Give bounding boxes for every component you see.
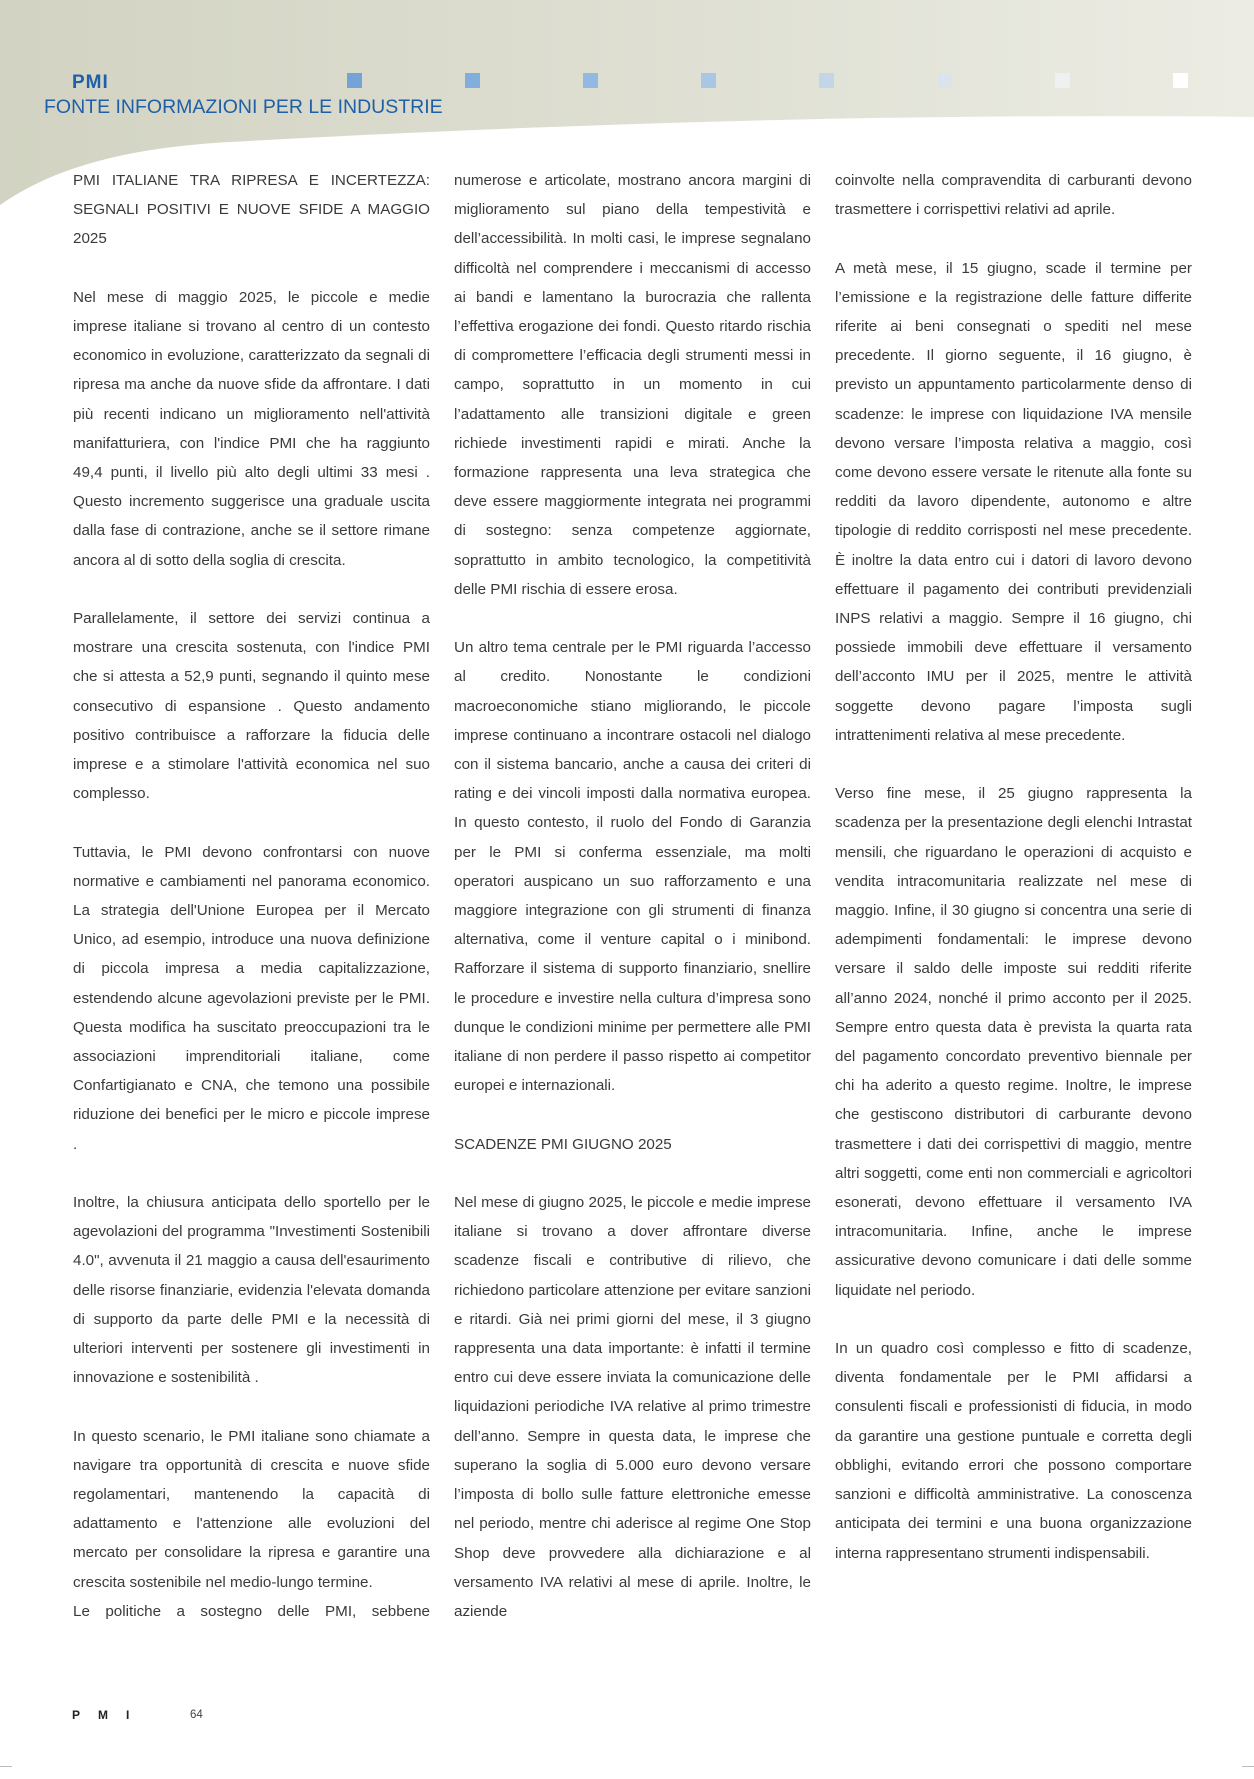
paragraph: Un altro tema centrale per le PMI riguarda l’accesso al credito. Nonostante le condizioni macroeconomiche stiano migliorando, le piccole imprese continuano a incontrare ostacoli nel dialogo con il sistema bancario, anche a causa dei criteri di rating e dei vincoli imposti dalla normativa europea. In questo contesto, il ruolo del Fondo di Garanzia per le PMI si conferma essenziale, ma molti operatori auspicano un suo rafforzamento e una maggiore integrazione con gli strumenti di finanza alternativa, come il venture capital o i minibond. Rafforzare il sistema di supporto finanziario, snellire le procedure e investire nella cultura d’impresa sono dunque le condizioni minime per permettere alle PMI italiane di non perdere il passo rispetto ai competitor europei e internazionali. (454, 639, 811, 1095)
article-column-2 (454, 166, 811, 1626)
crop-mark (0, 1766, 12, 1779)
decor-square (1055, 73, 1070, 88)
paragraph: numerose e articolate, mostrano ancora margini di miglioramento sul piano della tempestività e dell’accessibilità. In molti casi, le imprese segnalano difficoltà nel comprendere i meccanismi di accesso ai bandi e lamentano la burocrazia che rallenta l’effettiva erogazione dei fondi. Questo ritardo rischia di compromettere l’efficacia degli strumenti messi in campo, soprattutto in un momento in cui l’adattamento alle transizioni digitale e green richiede investimenti rapidi e mirati. Anche la formazione rappresenta una leva strategica che deve essere maggiormente integrata nei programmi di sostegno: senza competenze aggiornate, soprattutto in ambito tecnologico, la competitività delle PMI rischia di essere erosa. (454, 172, 811, 598)
decor-square (819, 73, 834, 88)
article-column-1 (73, 166, 430, 1626)
paragraph: In questo scenario, le PMI italiane sono chiamate a navigare tra opportunità di crescita e nuove sfide regolamentari, mantenendo la capacità di adattamento e l'attenzione alle evoluzioni del mercato per consolidare la ripresa e garantire una crescita sostenibile nel medio-lungo termine. (73, 1427, 430, 1591)
article-column-3 (835, 166, 1192, 1568)
page-number: 64 (190, 1709, 203, 1721)
decor-square (583, 73, 598, 88)
paragraph: Tuttavia, le PMI devono confrontarsi con nuove normative e cambiamenti nel panorama economico. La strategia dell'Unione Europea per il Mercato Unico, ad esempio, introduce una nuova definizione di piccola impresa a media capitalizzazione, estendendo alcune agevolazioni previste per le PMI. Questa modifica ha suscitato preoccupazioni tra le associazioni imprenditoriali italiane, come Confartigianato e CNA, che temono una possibile riduzione dei benefici per le micro e piccole imprese . (73, 843, 430, 1153)
paragraph: A metà mese, il 15 giugno, scade il termine per l’emissione e la registrazione delle fatture differite riferite ai beni consegnati o spediti nel mese precedente. Il giorno seguente, il 16 giugno, è previsto un appuntamento particolarmente denso di scadenze: le imprese con liquidazione IVA mensile devono versare l’imposta relativa a maggio, così come devono essere versate le ritenute alla fonte su redditi da lavoro dipendente, autonomo e altre tipologie di reddito corrisposti nel mese precedente. È inoltre la data entro cui i datori di lavoro devono effettuare il pagamento dei contributi previdenziali INPS relativi a maggio. Sempre il 16 giugno, chi possiede immobili deve effettuare il versamento dell’acconto IMU per il 2025, mentre le attività soggette devono pagare l’imposta sugli intrattenimenti relativa al mese precedente. (835, 259, 1192, 744)
paragraph: coinvolte nella compravendita di carburanti devono trasmettere i corrispettivi relativi ad aprile. (835, 172, 1192, 219)
brand-logo: PMI (72, 72, 109, 93)
header-subtitle: FONTE INFORMAZIONI PER LE INDUSTRIE (44, 96, 443, 118)
decor-square (701, 73, 716, 88)
decor-square (347, 73, 362, 88)
paragraph: Inoltre, la chiusura anticipata dello sportello per le agevolazioni del programma "Investimenti Sostenibili 4.0", avvenuta il 21 maggio a causa dell'esaurimento delle risorse finanziarie, evidenzia l'elevata domanda di supporto da parte delle PMI e la necessità di ulteriori interventi per sostenere gli investimenti in innovazione e sostenibilità . (73, 1194, 430, 1387)
paragraph: Verso fine mese, il 25 giugno rappresenta la scadenza per la presentazione degli elenchi Intrastat mensili, che riguardano le operazioni di acquisto e vendita intracomunitaria realizzate nel mese di maggio. Infine, il 30 giugno si concentra una serie di adempimenti fondamentali: le imprese devono versare il saldo delle imposte sui redditi riferite all’anno 2024, nonché il primo acconto per il 2025. Sempre entro questa data è prevista la quarta rata del pagamento concordato preventivo biennale per chi ha aderito a questo regime. Inoltre, le imprese che gestiscono distributori di carburante devono trasmettere i dati dei corrispettivi di maggio, mentre altri soggetti, come enti non commerciali e agricoltori esonerati, devono effettuare il versamento IVA intracomunitaria. Infine, anche le imprese assicurative devono comunicare i dati delle somme liquidate nel periodo. (835, 785, 1192, 1299)
paragraph: In un quadro così complesso e fitto di scadenze, diventa fondamentale per le PMI affidarsi a consulenti fiscali e professionisti di fiducia, in modo da garantire una gestione puntuale e corretta degli obblighi, evitando errori che possono comportare sanzioni e difficoltà amministrative. La conoscenza anticipata dei termini e una buona organizzazione interna rappresentano strumenti indispensabili. (835, 1340, 1192, 1562)
section-heading: SCADENZE PMI GIUGNO 2025 (454, 1135, 672, 1153)
paragraph: Parallelamente, il settore dei servizi continua a mostrare una crescita sostenuta, con l'indice PMI che si attesta a 52,9 punti, segnando il quinto mese consecutivo di espansione . Questo andamento positivo contribuisce a rafforzare la fiducia delle imprese e a stimolare l'attività economica nel suo complesso. (73, 610, 430, 803)
decor-square (1173, 73, 1188, 88)
footer-brand: PMI (72, 1708, 148, 1722)
paragraph: Le politiche a sostegno delle PMI, sebbene (73, 1602, 430, 1620)
paragraph: Nel mese di giugno 2025, le piccole e medie imprese italiane si trovano a dover affrontare diverse scadenze fiscali e contributive di rilievo, che richiedono particolare attenzione per evitare sanzioni e ritardi. Già nei primi giorni del mese, il 3 giugno rappresenta una data importante: è infatti il termine entro cui deve essere inviata la comunicazione delle liquidazioni periodiche IVA relative al primo trimestre dell’anno. Sempre in questa data, le imprese che superano la soglia di 5.000 euro devono versare l’imposta di bollo sulle fatture elettroniche emesse nel periodo, mentre chi aderisce al regime One Stop Shop deve provvedere alla dichiarazione e al versamento IVA relativi al mese di aprile. Inoltre, le aziende (454, 1194, 811, 1620)
decor-square (937, 73, 952, 88)
decor-square (465, 73, 480, 88)
paragraph: Nel mese di maggio 2025, le piccole e medie imprese italiane si trovano al centro di un contesto economico in evoluzione, caratterizzato da segnali di ripresa ma anche da nuove sfide da affrontare. I dati più recenti indicano un miglioramento nell'attività manifatturiera, con l'indice PMI che ha raggiunto 49,4 punti, il livello più alto degli ultimi 33 mesi . Questo incremento suggerisce una graduale uscita dalla fase di contrazione, anche se il settore rimane ancora al di sotto della soglia di crescita. (73, 288, 430, 569)
article-title: PMI ITALIANE TRA RIPRESA E INCERTEZZA: SEGNALI POSITIVI E NUOVE SFIDE A MAGGIO 2025 (73, 172, 430, 248)
crop-mark (1242, 1766, 1254, 1779)
